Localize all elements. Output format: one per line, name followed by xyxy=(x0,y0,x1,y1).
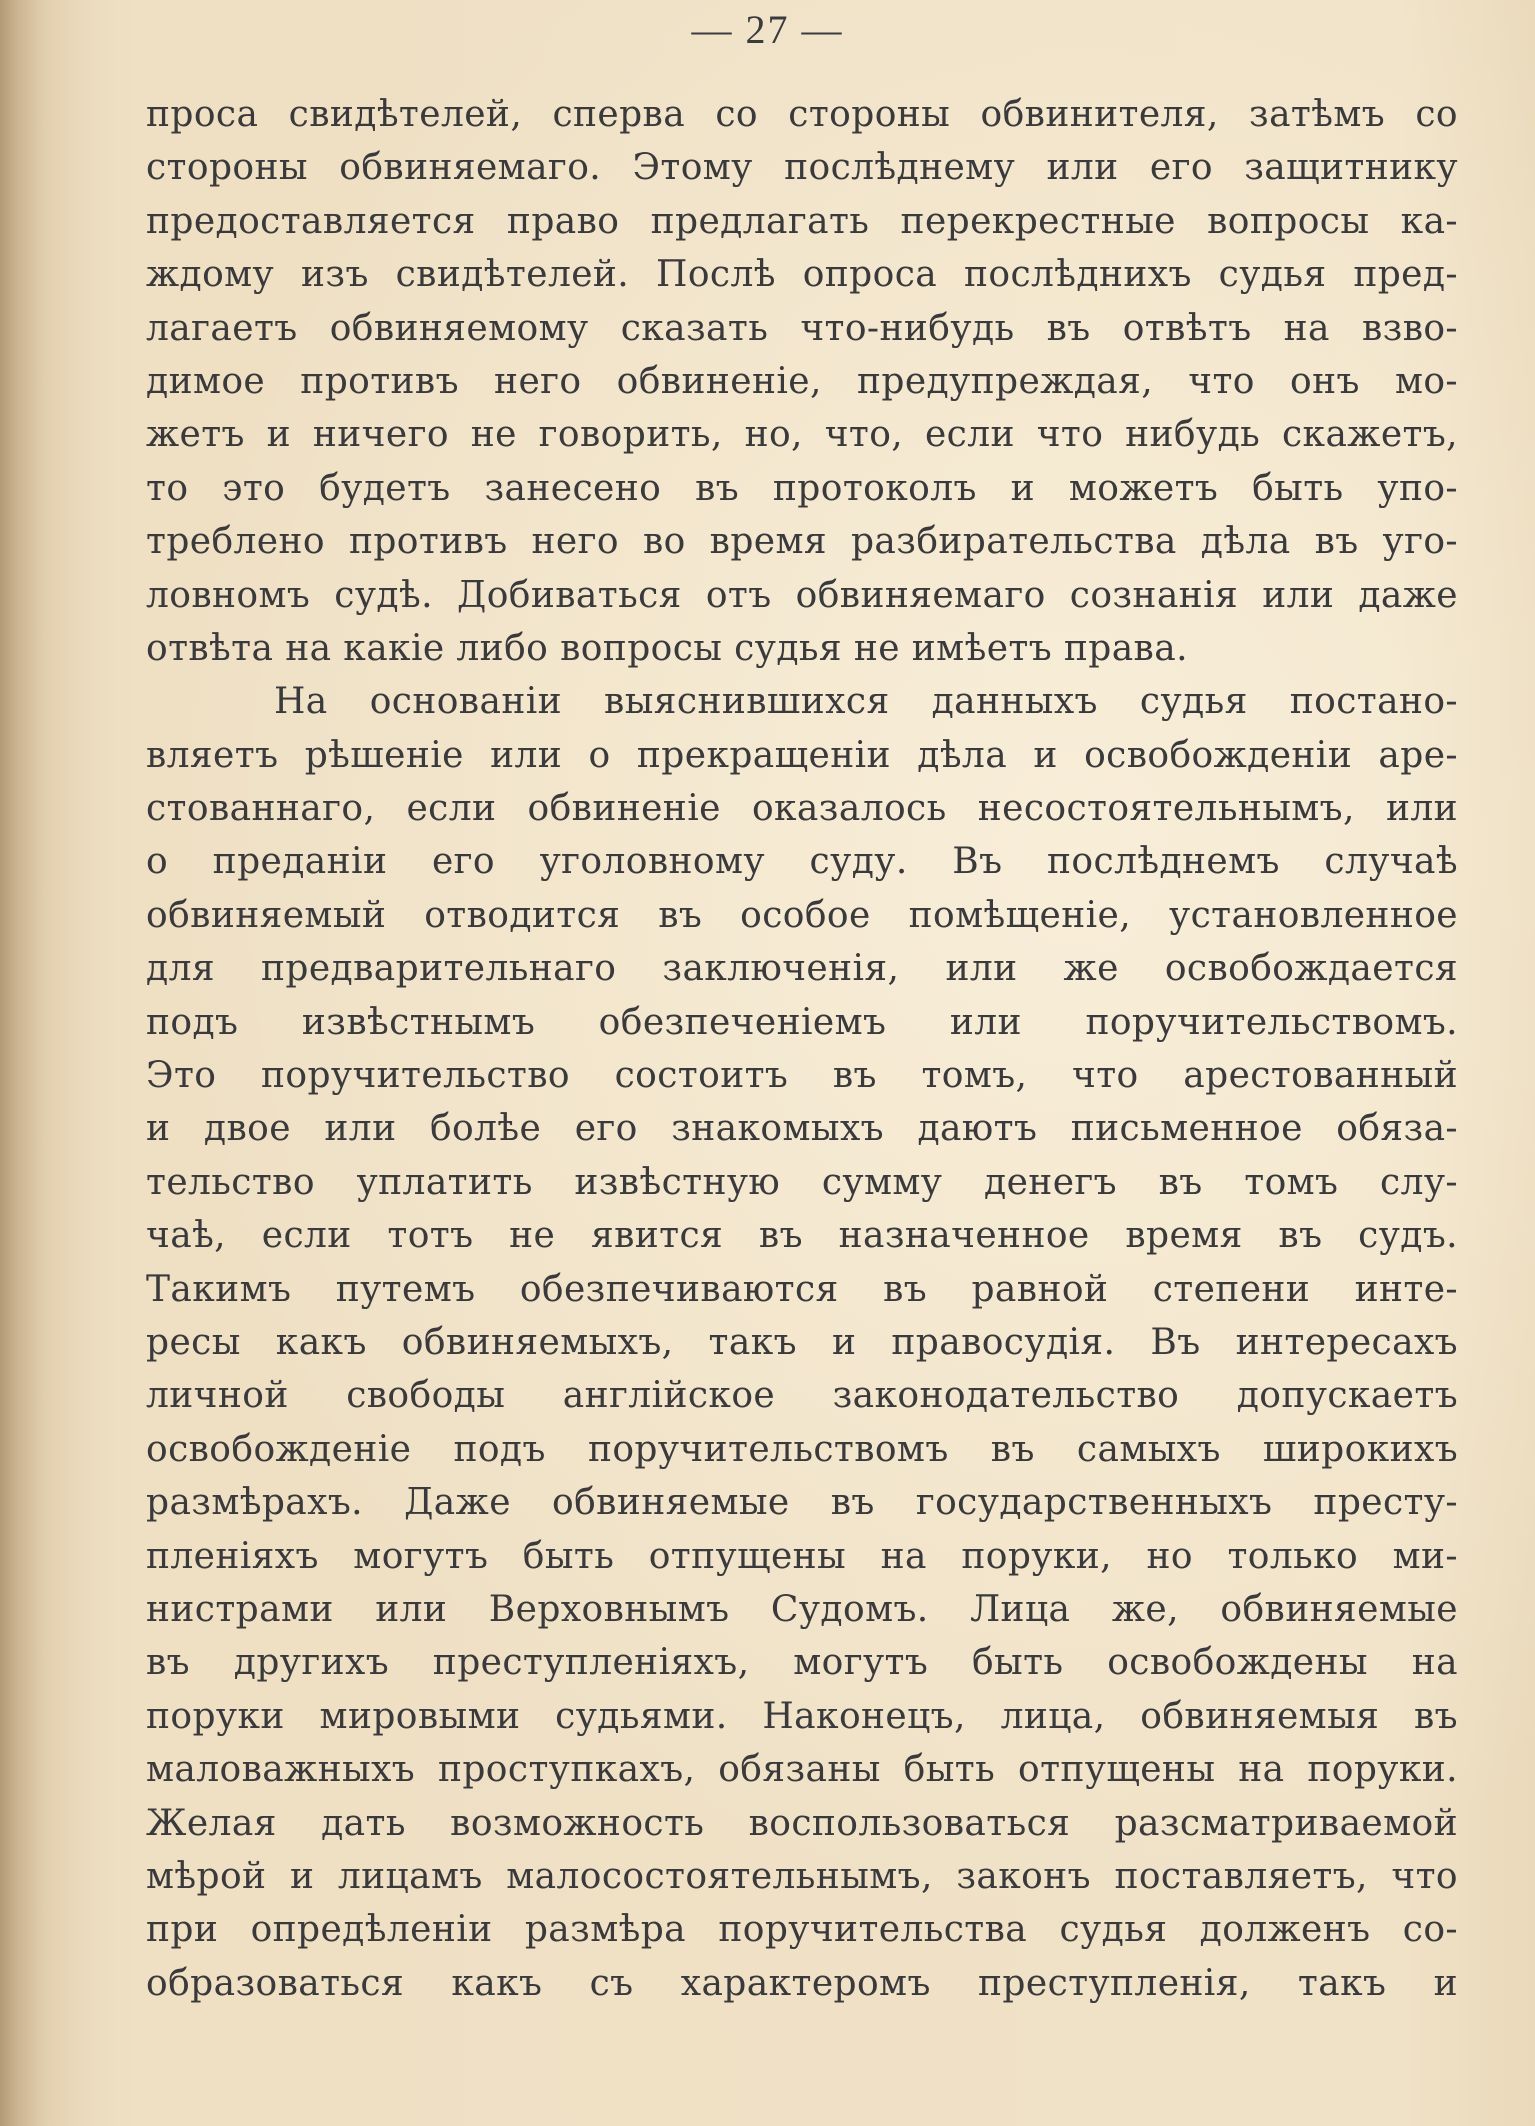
text-line: чаѣ, если тотъ не явится въ назначенное время въ судъ. xyxy=(146,1215,1458,1257)
text-line: вляетъ рѣшеніе или о прекращеніи дѣла и освобожденіи аре- xyxy=(146,734,1458,776)
text-line: при опредѣленіи размѣра поручительства судья долженъ со- xyxy=(146,1909,1458,1951)
text-line: образоваться какъ съ характеромъ преступленія, такъ и xyxy=(146,1962,1458,2004)
text-line: нистрами или Верховнымъ Судомъ. Лица же, обвиняемые xyxy=(146,1588,1458,1630)
text-line: Такимъ путемъ обезпечиваются въ равной степени инте- xyxy=(146,1268,1458,1310)
paragraph-first-line: На основаніи выяснившихся данныхъ судья постано- xyxy=(274,681,1458,723)
body-text xyxy=(146,88,1458,2010)
text-line: димое противъ него обвиненіе, предупреждая, что онъ мо- xyxy=(146,360,1458,402)
text-line: размѣрахъ. Даже обвиняемые въ государственныхъ престу- xyxy=(146,1482,1458,1524)
text-line: пленіяхъ могутъ быть отпущены на поруки, но только ми- xyxy=(146,1535,1458,1577)
text-line: поруки мировыми судьями. Наконецъ, лица, обвиняемыя въ xyxy=(146,1695,1458,1737)
text-line: предоставляется право предлагать перекрестные вопросы ка- xyxy=(146,200,1458,242)
text-line: тельство уплатить извѣстную сумму денегъ въ томъ слу- xyxy=(146,1161,1458,1203)
text-line: треблено противъ него во время разбирательства дѣла въ уго- xyxy=(146,521,1458,563)
text-line: Желая дать возможность воспользоваться разсматриваемой xyxy=(146,1802,1458,1844)
text-line: отвѣта на какіе либо вопросы судья не имѣетъ права. xyxy=(146,627,1188,669)
text-line: Это поручительство состоитъ въ томъ, что арестованный xyxy=(146,1055,1458,1097)
text-line: маловажныхъ проступкахъ, обязаны быть отпущены на поруки. xyxy=(146,1749,1458,1791)
text-line: обвиняемый отводится въ особое помѣщеніе, установленное xyxy=(146,894,1458,936)
text-line: жетъ и ничего не говорить, но, что, если что нибудь скажетъ, xyxy=(146,414,1458,456)
text-line: проса свидѣтелей, сперва со стороны обвинителя, затѣмъ со xyxy=(146,94,1458,135)
text-line: освобожденіе подъ поручительствомъ въ самыхъ широкихъ xyxy=(146,1428,1458,1470)
text-line: въ другихъ преступленіяхъ, могутъ быть освобождены на xyxy=(146,1642,1458,1684)
text-line: для предварительнаго заключенія, или же освобождается xyxy=(146,948,1458,990)
text-line: стороны обвиняемаго. Этому послѣднему или его защитнику xyxy=(146,147,1458,189)
text-line: о преданіи его уголовному суду. Въ послѣднемъ случаѣ xyxy=(146,841,1458,883)
text-line: стованнаго, если обвиненіе оказалось несостоятельнымъ, или xyxy=(146,788,1458,830)
text-line: лагаетъ обвиняемому сказать что-нибудь въ отвѣтъ на взво- xyxy=(146,307,1458,349)
text-line: и двое или болѣе его знакомыхъ даютъ письменное обяза- xyxy=(146,1108,1458,1150)
text-line: подъ извѣстнымъ обезпеченіемъ или поручительствомъ. xyxy=(146,1001,1458,1043)
text-line: ждому изъ свидѣтелей. Послѣ опроса послѣднихъ судья пред- xyxy=(146,254,1458,296)
text-line: ресы какъ обвиняемыхъ, такъ и правосудія. Въ интересахъ xyxy=(146,1321,1458,1363)
text-line: мѣрой и лицамъ малосостоятельнымъ, законъ поставляетъ, что xyxy=(146,1855,1458,1897)
text-line: личной свободы англійское законодательство допускаетъ xyxy=(146,1375,1458,1417)
text-line: то это будетъ занесено въ протоколъ и можетъ быть упо- xyxy=(146,467,1458,509)
text-line: ловномъ судѣ. Добиваться отъ обвиняемаго сознанія или даже xyxy=(146,574,1458,616)
page-number: — 27 — xyxy=(691,7,844,52)
